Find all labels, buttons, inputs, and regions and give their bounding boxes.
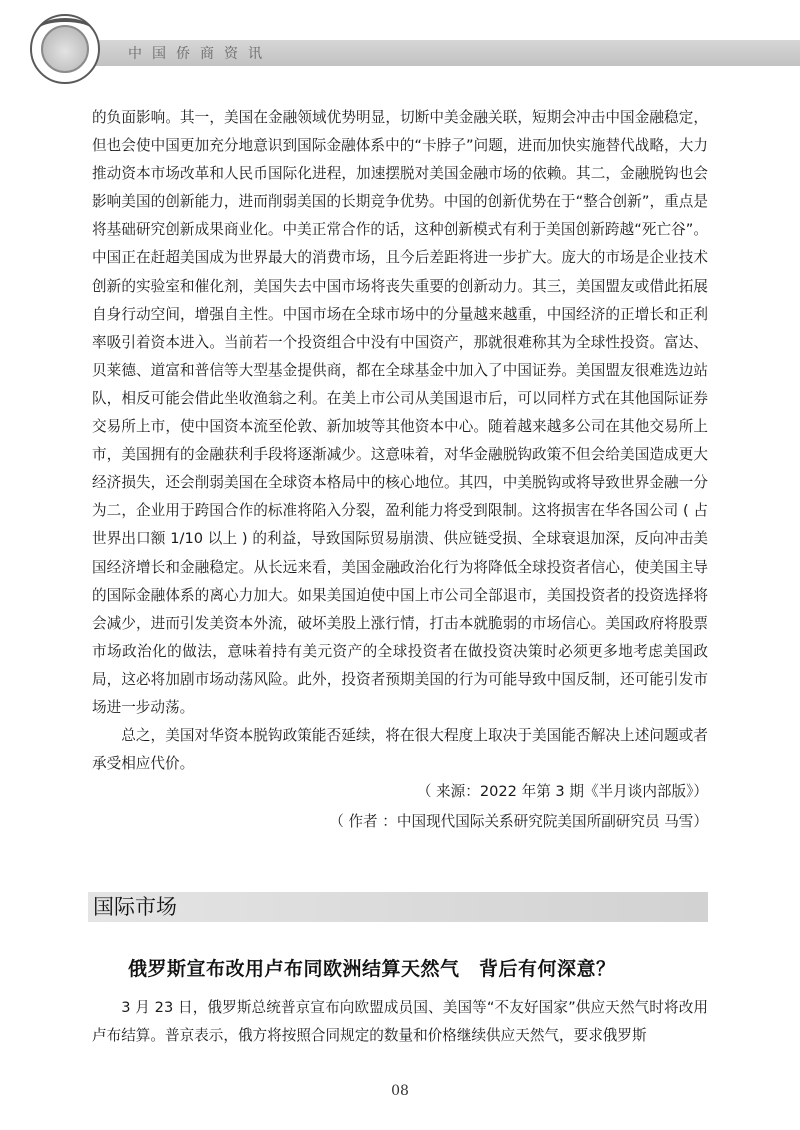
- article-source: （ 来源：2022 年第 3 期《半月谈内部版》）: [416, 783, 708, 801]
- section-title: 国际市场: [93, 895, 177, 919]
- page-number: 08: [391, 1083, 409, 1099]
- logo-emblem: [41, 25, 89, 73]
- article-conclusion: 总之，美国对华资本脱钩政策能否延续，将在很大程度上取决于美国能否解决上述问题或者承受相应代价。: [92, 727, 708, 773]
- section-band: [88, 892, 708, 922]
- article-title: 俄罗斯宣布改用卢布同欧洲结算天然气 背后有何深意？: [128, 958, 616, 980]
- article-paragraph: 3 月 23 日，俄罗斯总统普京宣布向欧盟成员国、美国等“不友好国家”供应天然气时将改用卢布结算。普京表示，俄方将按照合同规定的数量和价格继续供应天然气，要求俄罗斯: [92, 999, 708, 1045]
- article-body: [92, 994, 708, 1050]
- association-logo-icon: [30, 14, 100, 84]
- article-continuation: [92, 104, 708, 836]
- header-title: 中国侨商资讯: [128, 46, 272, 62]
- article-author: （ 作者 ：中国现代国际关系研究院美国所副研究员 马雪）: [329, 813, 708, 831]
- article-paragraph: 的负面影响。其一，美国在金融领域优势明显，切断中美金融关联，短期会冲击中国金融稳定，但也会使中国更加充分地意识到国际金融体系中的“卡脖子”问题，进而加快实施替代战略，大力推动资本市场改革和人民币国际化进程，加速摆脱对美国金融市场的依赖。其二，金融脱钩也会影响美国的创新能力，进而削弱美国的长期竞争优势。中国的创新优势在于“整合创新”，重点是将基础研究创新成果商业化。中美正常合作的话，这种创新模式有利于美国创新跨越“死亡谷”。中国正在赶超美国成为世界最大的消费市场，且今后差距将进一步扩大。庞大的市场是企业技术创新的实验室和催化剂，美国失去中国市场将丧失重要的创新动力。其三，美国盟友或借此拓展自身行动空间，增强自主性。中国市场在全球市场中的分量越来越重，中国经济的正增长和正利率吸引着资本进入。当前若一个投资组合中没有中国资产，那就很难称其为全球性投资。富达、贝莱德、道富和普信等大型基金提供商，都在全球基金中加入了中国证券。美国盟友很难选边站队，相反可能会借此坐收渔翁之利。在美上市公司从美国退市后，可以同样方式在其他国际证券交易所上市，使中国资本流至伦敦、新加坡等其他资本中心。随着越来越多公司在其他交易所上市，美国拥有的金融获利手段将逐渐减少。这意味着，对华金融脱钩政策不但会给美国造成更大经济损失，还会削弱美国在全球资本格局中的核心地位。其四，中美脱钩或将导致世界金融一分为二，企业用于跨国合作的标准将陷入分裂，盈利能力将受到限制。这将损害在华各国公司 ( 占世界出口额 1/10 以上 ) 的利益，导致国际贸易崩溃、供应链受损、全球衰退加深，反向冲击美国经济增长和金融稳定。从长远来看，美国金融政治化行为将降低全球投资者信心，使美国主导的国际金融体系的离心力加大。如果美国迫使中国上市公司全部退市，美国投资者的投资选择将会减少，进而引发美资本外流，破坏美股上涨行情，打击本就脆弱的市场信心。美国政府将股票市场政治化的做法，意味着持有美元资产的全球投资者在做投资决策时必须更多地考虑美国政局，这必将加剧市场动荡风险。此外，投资者预期美国的行为可能导致中国反制，还可能引发市场进一步动荡。: [92, 109, 708, 716]
